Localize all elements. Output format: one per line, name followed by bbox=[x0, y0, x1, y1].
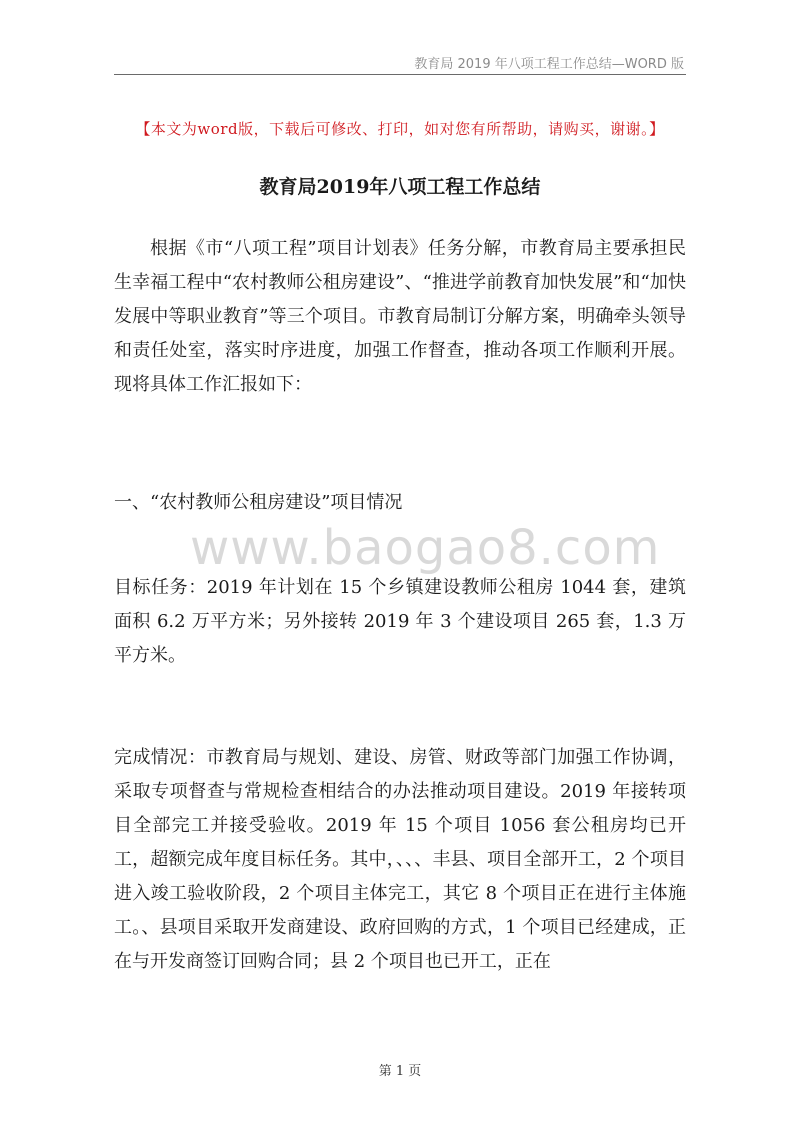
watermark-text: www.baogao8.com bbox=[190, 520, 661, 576]
header-divider bbox=[114, 74, 686, 75]
intro-paragraph: 根据《市“八项工程”项目计划表》任务分解，市教育局主要承担民生幸福工程中“农村教师公租房建设”、“推进学前教育加快发展”和“加快发展中等职业教育”等三个项目。市教育局制订分解方案，明确牵头领导和责任处室，落实时序进度，加强工作督查，推动各项工作顺利开展。现将具体工作汇报如下： bbox=[114, 238, 686, 395]
download-notice: 【本文为word版，下载后可修改、打印，如对您有所帮助，请购买，谢谢。】 bbox=[135, 120, 665, 138]
page-number: 第 1 页 bbox=[378, 1064, 422, 1079]
section-heading: 一、“农村教师公租房建设”项目情况 bbox=[114, 492, 403, 513]
target-paragraph: 目标任务：2019 年计划在 15 个乡镇建设教师公租房 1044 套，建筑面积 6.2 万平方米；另外接转 2019 年 3 个建设项目 265 套，1.3 万平方米。 bbox=[114, 577, 686, 666]
completion-paragraph: 完成情况：市教育局与规划、建设、房管、财政等部门加强工作协调，采取专项督查与常规检查相结合的办法推动项目建设。2019 年接转项目全部完工并接受验收。2019 年 15 个项目 1056 套公租房均已开工，超额完成年度目标任务。其中，、、、丰县、项目全部开工，2 个项目进入竣工验收阶段，2 个项目主体完工，其它 8 个项目正在进行主体施工。、县项目采取开发商建设、政府回购的方式，1 个项目已经建成，正在与开发商签订回购合同；县 2 个项目也已开工，正在 bbox=[114, 747, 686, 972]
document-title: 教育局2019年八项工程工作总结 bbox=[259, 176, 541, 198]
running-header: 教育局 2019 年八项工程工作总结—WORD 版 bbox=[414, 57, 684, 72]
